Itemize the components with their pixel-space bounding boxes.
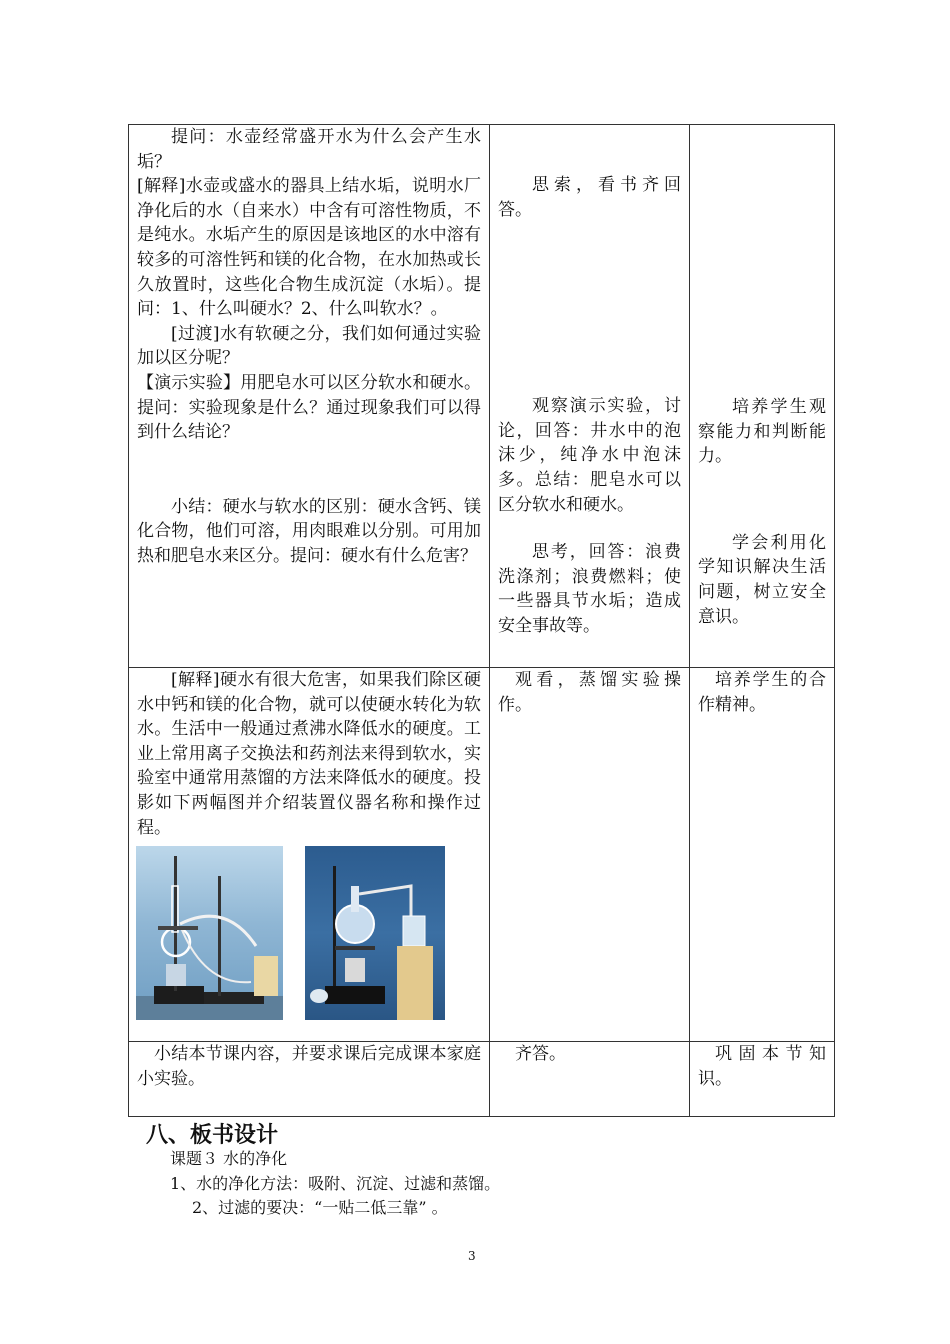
purpose-text: 培养学生的合作精神。 bbox=[698, 670, 826, 715]
explanation-text: [解释]硬水有很大危害，如果我们除区硬水中钙和镁的化合物，就可以使硬水转化为软水。生活中一般通过煮沸水降低水的硬度。工业上常用离子交换法和药剂法来得到软水，实验室中通常用蒸馏的方法来降低水的硬度。投影如下两幅图并介绍装置仪器名称和操作过程。 bbox=[137, 670, 481, 838]
distillation-apparatus-image-1 bbox=[136, 846, 283, 1020]
board-line: 课题３ 水的净化 bbox=[170, 1149, 288, 1168]
purpose-cell bbox=[690, 1042, 835, 1117]
apparatus-photos bbox=[136, 846, 481, 1020]
purpose-text: 巩固本节知识。 bbox=[698, 1044, 826, 1089]
board-line: 1、水的净化方法：吸附、沉淀、过滤和蒸馏。 bbox=[170, 1174, 501, 1193]
student-activity-cell bbox=[490, 668, 690, 1042]
board-design-heading: 八、板书设计 bbox=[146, 1123, 279, 1148]
student-response: 思考，回答：浪费洗涤剂；浪费燃料；使一些器具节水垢；造成安全事故等。 bbox=[498, 542, 681, 636]
table-row bbox=[129, 1042, 835, 1117]
table-row bbox=[129, 668, 835, 1042]
student-response: 观察演示实验，讨论，回答：井水中的泡沫少，纯净水中泡沫多。总结：肥皂水可以区分软水和硬水。 bbox=[498, 396, 681, 515]
summary-text: 小结：硬水与软水的区别：硬水含钙、镁化合物，他们可溶，用肉眼难以分别。可用加热和肥皂水来区分。提问：硬水有什么危害？ bbox=[137, 496, 481, 566]
purpose-text: 培养学生观察能力和判断能力。 bbox=[698, 397, 826, 467]
demo-experiment-text: 【演示实验】用肥皂水可以区分软水和硬水。提问：实验现象是什么？通过现象我们可以得到什么结论？ bbox=[137, 372, 481, 443]
purpose-text: 学会利用化学知识解决生活问题，树立安全意识。 bbox=[698, 532, 826, 627]
student-response: 思索，看书齐回答。 bbox=[498, 175, 681, 220]
student-response: 齐答。 bbox=[515, 1044, 566, 1064]
board-line: 2、过滤的要决：“一贴二低三靠” 。 bbox=[192, 1198, 448, 1217]
purpose-cell bbox=[690, 125, 835, 668]
student-activity-cell bbox=[490, 125, 690, 668]
teacher-activity-cell bbox=[129, 125, 490, 668]
explanation-text: [解释]水壶或盛水的器具上结水垢，说明水厂净化后的水（自来水）中含有可溶性物质，不是纯水。水垢产生的原因是该地区的水中溶有较多的可溶性钙和镁的化合物，在水加热或长久放置时，这些化合物生成沉淀（水垢）。提问：1、什么叫硬水？2、什么叫软水？。 bbox=[137, 176, 481, 320]
page-number: 3 bbox=[468, 1249, 476, 1263]
teacher-activity-cell bbox=[129, 668, 490, 1042]
distillation-apparatus-image-2 bbox=[305, 846, 445, 1020]
student-activity-cell bbox=[490, 1042, 690, 1117]
student-response: 观看，蒸馏实验操作。 bbox=[498, 670, 681, 715]
table-row bbox=[129, 125, 835, 668]
lesson-table bbox=[128, 124, 835, 1117]
summary-text: 小结本节课内容，并要求课后完成课本家庭小实验。 bbox=[137, 1044, 481, 1089]
teacher-activity-cell bbox=[129, 1042, 490, 1117]
transition-text: [过渡]水有软硬之分，我们如何通过实验加以区分呢？ bbox=[137, 323, 481, 369]
purpose-cell bbox=[690, 668, 835, 1042]
question-text: 提问：水壶经常盛开水为什么会产生水垢？ bbox=[137, 127, 481, 172]
